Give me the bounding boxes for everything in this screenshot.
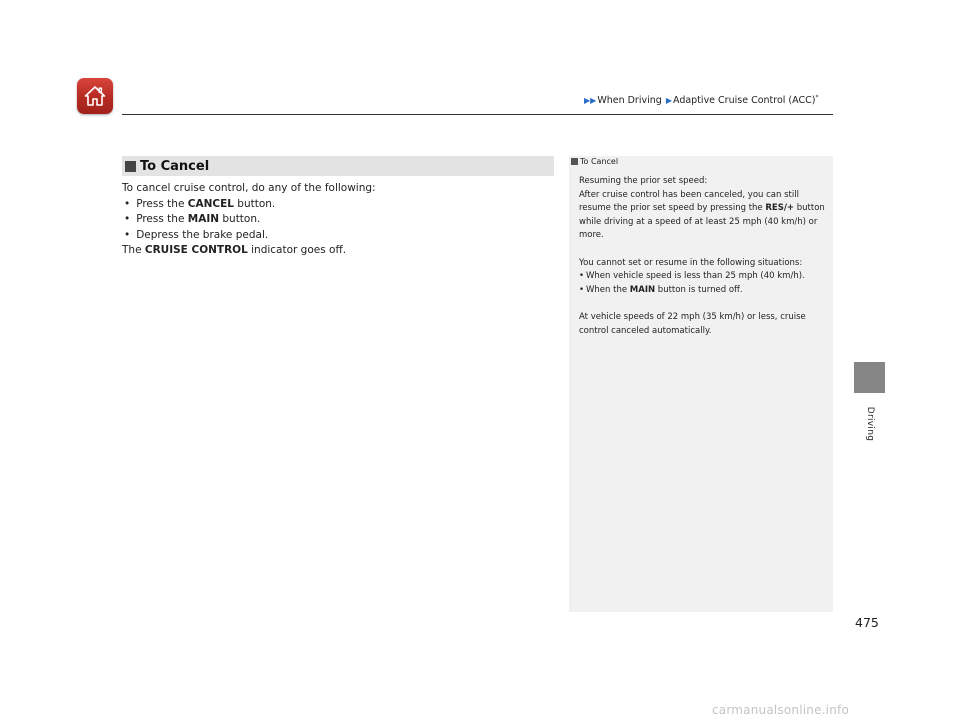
outro-post: indicator goes off.: [247, 244, 347, 256]
note-list-item: • When vehicle speed is less than 25 mph (40 km/h).: [579, 270, 829, 284]
section-heading: [122, 156, 554, 176]
breadcrumb-arrow-icon: ▶▶: [584, 96, 597, 106]
breadcrumb-link-when-driving[interactable]: When Driving: [597, 95, 662, 107]
side-note: [569, 156, 833, 612]
footnote-mark: *: [815, 94, 819, 101]
list-item-text: button.: [219, 213, 261, 225]
note-bold: RES/+: [765, 203, 795, 214]
note-text: button while driving at a speed of at least 25 mph (40 km/h) or more.: [579, 203, 825, 241]
spacer: [579, 243, 829, 257]
list-item: [122, 212, 552, 228]
list-item: [122, 228, 552, 244]
note-text: button is turned off.: [655, 284, 743, 295]
note-paragraph: Resuming the prior set speed:: [579, 176, 708, 186]
breadcrumb-link-acc[interactable]: Adaptive Cruise Control (ACC): [672, 95, 816, 107]
note-tag-icon: [571, 158, 578, 165]
intro-text: To cancel cruise control, do any of the following:: [122, 182, 376, 194]
page-number: 475: [855, 615, 879, 630]
list-item-text: Depress the brake pedal.: [136, 228, 269, 241]
note-title[interactable]: To Cancel: [580, 157, 619, 166]
note-paragraph: At vehicle speeds of 22 mph (35 km/h) or less, cruise control canceled automatically.: [579, 311, 806, 336]
spacer: [579, 297, 829, 311]
note-paragraph: You cannot set or resume in the following situations:: [579, 257, 803, 268]
list-item-text: button.: [233, 197, 276, 210]
note-paragraph: [579, 189, 829, 243]
section-title: To Cancel: [140, 158, 210, 174]
outro-bold: CRUISE CONTROL: [144, 244, 248, 256]
watermark: carmanualsonline.info: [712, 703, 849, 717]
list-item-bold: CANCEL: [187, 197, 234, 210]
header-divider: [122, 114, 833, 115]
list-item-text: Press the: [136, 213, 188, 225]
home-button[interactable]: [77, 78, 113, 114]
note-header: [569, 156, 833, 168]
note-bold: MAIN: [629, 284, 656, 295]
list-item-bold: MAIN: [187, 213, 220, 225]
chapter-tab[interactable]: [854, 362, 885, 393]
outro-pre: The: [122, 244, 145, 256]
note-text: When the: [586, 284, 630, 295]
section-square-icon: [125, 161, 136, 172]
home-icon: [83, 84, 107, 108]
list-item-text: Press the: [136, 197, 188, 210]
note-list-item: [579, 284, 829, 298]
section-body: [122, 181, 552, 259]
breadcrumb: [583, 94, 818, 106]
note-text: After cruise control has been canceled, you can still resume the prior set speed by pressing the: [579, 189, 799, 214]
note-body: [579, 175, 829, 338]
breadcrumb-arrow-icon: ▶: [665, 96, 672, 106]
list-item: [122, 197, 552, 213]
chapter-tab-label: Driving: [865, 406, 875, 442]
outro-text: [122, 243, 552, 259]
